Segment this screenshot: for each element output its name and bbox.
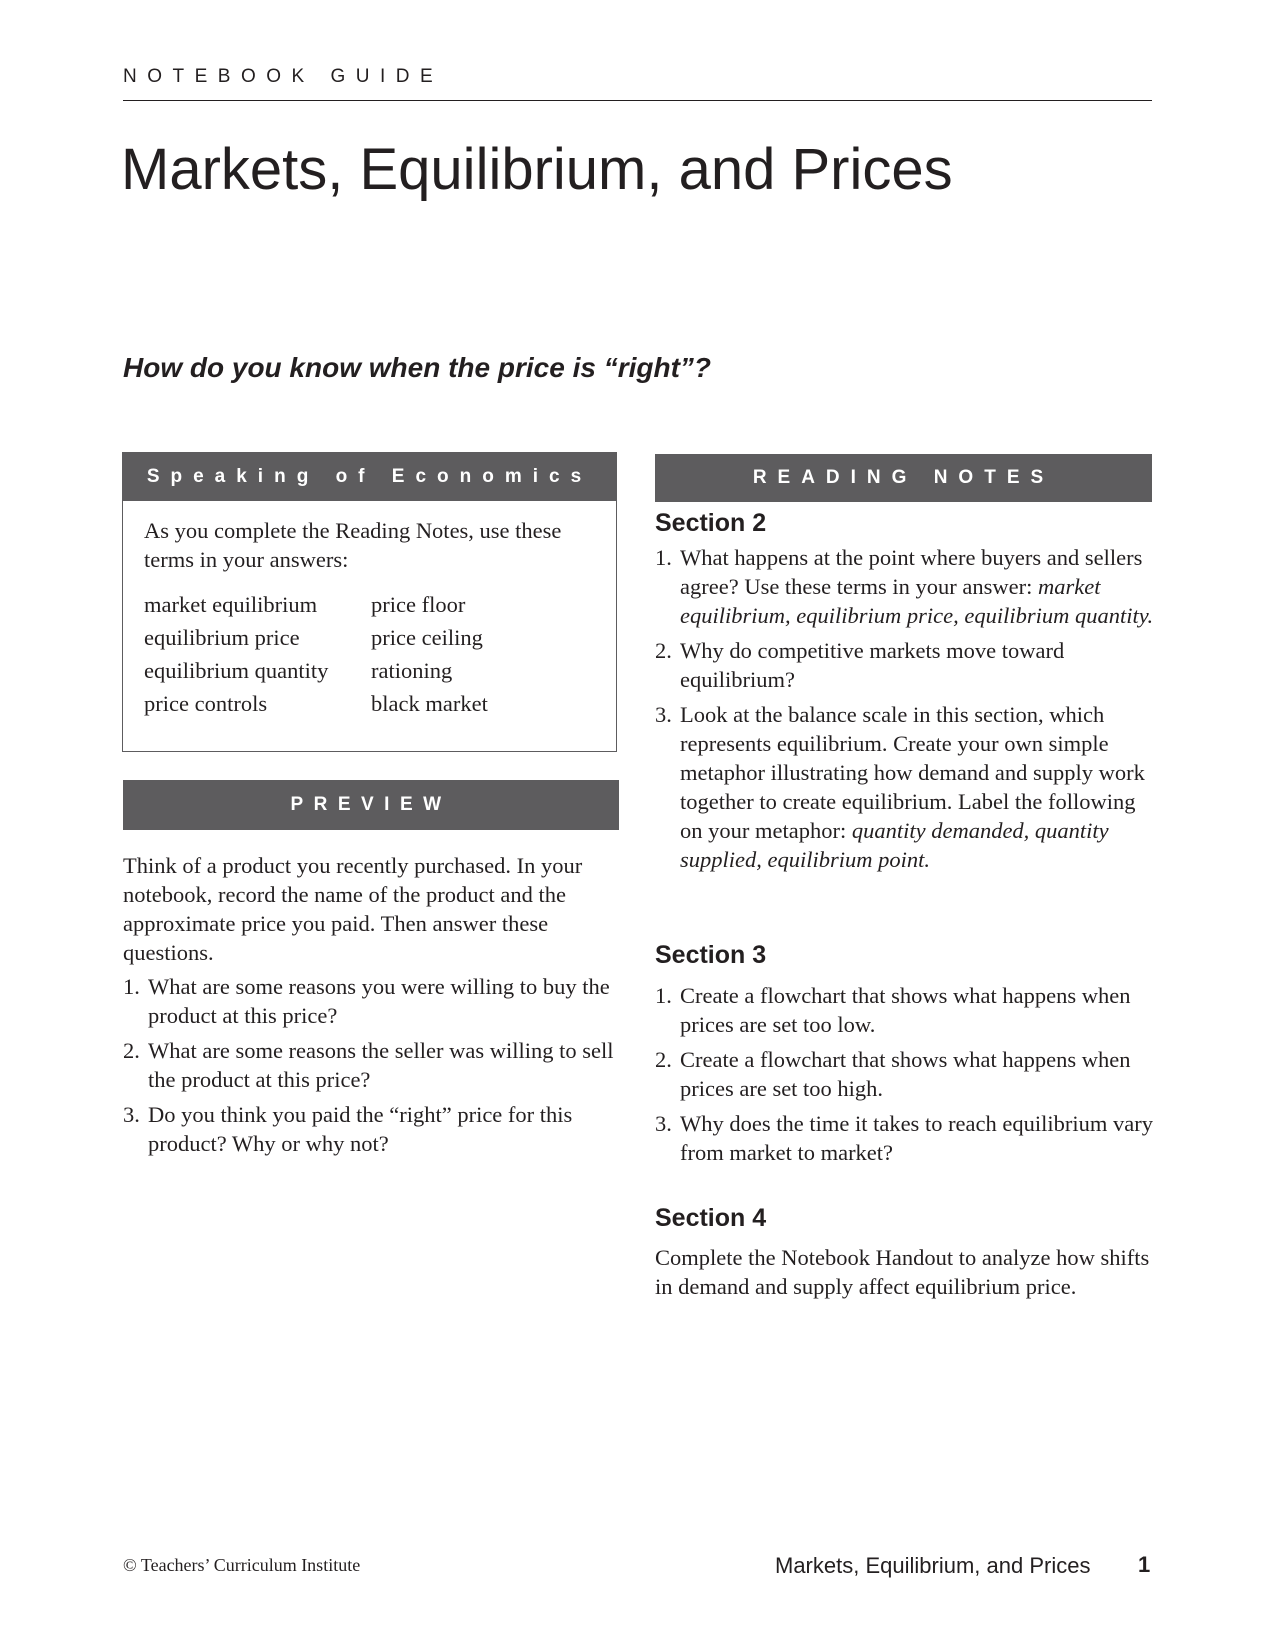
list-item: 3. Do you think you paid the “right” price for this product? Why or why not? — [123, 1102, 573, 1156]
vocab-term: black market — [371, 691, 488, 716]
vocab-term: rationing — [371, 658, 453, 683]
footer-running-title: Markets, Equilibrium, and Prices — [775, 1553, 1091, 1578]
page-number: 1 — [1138, 1552, 1151, 1577]
eyebrow-label: NOTEBOOK GUIDE — [123, 66, 444, 87]
section-2-title: Section 2 — [655, 509, 767, 537]
header-divider — [123, 100, 1152, 101]
vocab-term: market equilibrium — [144, 592, 318, 617]
list-item: 2. What are some reasons the seller was willing to sell the product at this price? — [123, 1038, 614, 1092]
vocab-term: equilibrium price — [144, 625, 300, 650]
vocab-term: equilibrium quantity — [144, 658, 329, 683]
list-item: 3. Look at the balance scale in this section, which represents equilibrium. Create your own simple metaphor illustrating how demand and supply work together to create equilibrium. Label the following on your metaphor: quantity demanded, quantity supplied, equilibrium point. — [655, 702, 1145, 872]
vocab-term: price ceiling — [371, 625, 483, 650]
preview-question-list — [123, 972, 628, 1164]
reading-notes-heading: READING NOTES — [655, 454, 1152, 502]
list-item: 1. Create a flowchart that shows what happens when prices are set too low. — [655, 983, 1131, 1037]
section-3-list — [655, 981, 1160, 1173]
list-item: 1. What are some reasons you were willing to buy the product at this price? — [123, 974, 610, 1028]
preview-intro: Think of a product you recently purchased. In your notebook, record the name of the product and the approximate price you paid. Then answer these questions. — [123, 853, 583, 965]
section-4-text: Complete the Notebook Handout to analyze how shifts in demand and supply affect equilibrium price. — [655, 1245, 1150, 1299]
vocab-intro: As you complete the Reading Notes, use these terms in your answers: — [144, 518, 562, 572]
list-item: 2. Why do competitive markets move toward equilibrium? — [655, 638, 1065, 692]
section-4-title: Section 4 — [655, 1204, 767, 1232]
section-2-list — [655, 543, 1160, 880]
vocab-terms — [144, 588, 561, 720]
list-item: 1. What happens at the point where buyers and sellers agree? Use these terms in your answer: market equilibrium, equilibrium price, equilibrium quantity. — [655, 545, 1154, 628]
list-item: 2. Create a flowchart that shows what happens when prices are set too high. — [655, 1047, 1131, 1101]
page-title: Markets, Equilibrium, and Prices — [121, 137, 953, 202]
essential-question: How do you know when the price is “right”? — [123, 352, 712, 383]
vocab-term: price controls — [144, 691, 268, 716]
vocab-term: price floor — [371, 592, 466, 617]
section-3-title: Section 3 — [655, 941, 767, 969]
list-item: 3. Why does the time it takes to reach equilibrium vary from market to market? — [655, 1111, 1153, 1165]
footer-copyright: © Teachers’ Curriculum Institute — [123, 1555, 361, 1575]
vocab-heading: Speaking of Economics — [122, 452, 617, 501]
preview-heading: PREVIEW — [123, 780, 619, 830]
